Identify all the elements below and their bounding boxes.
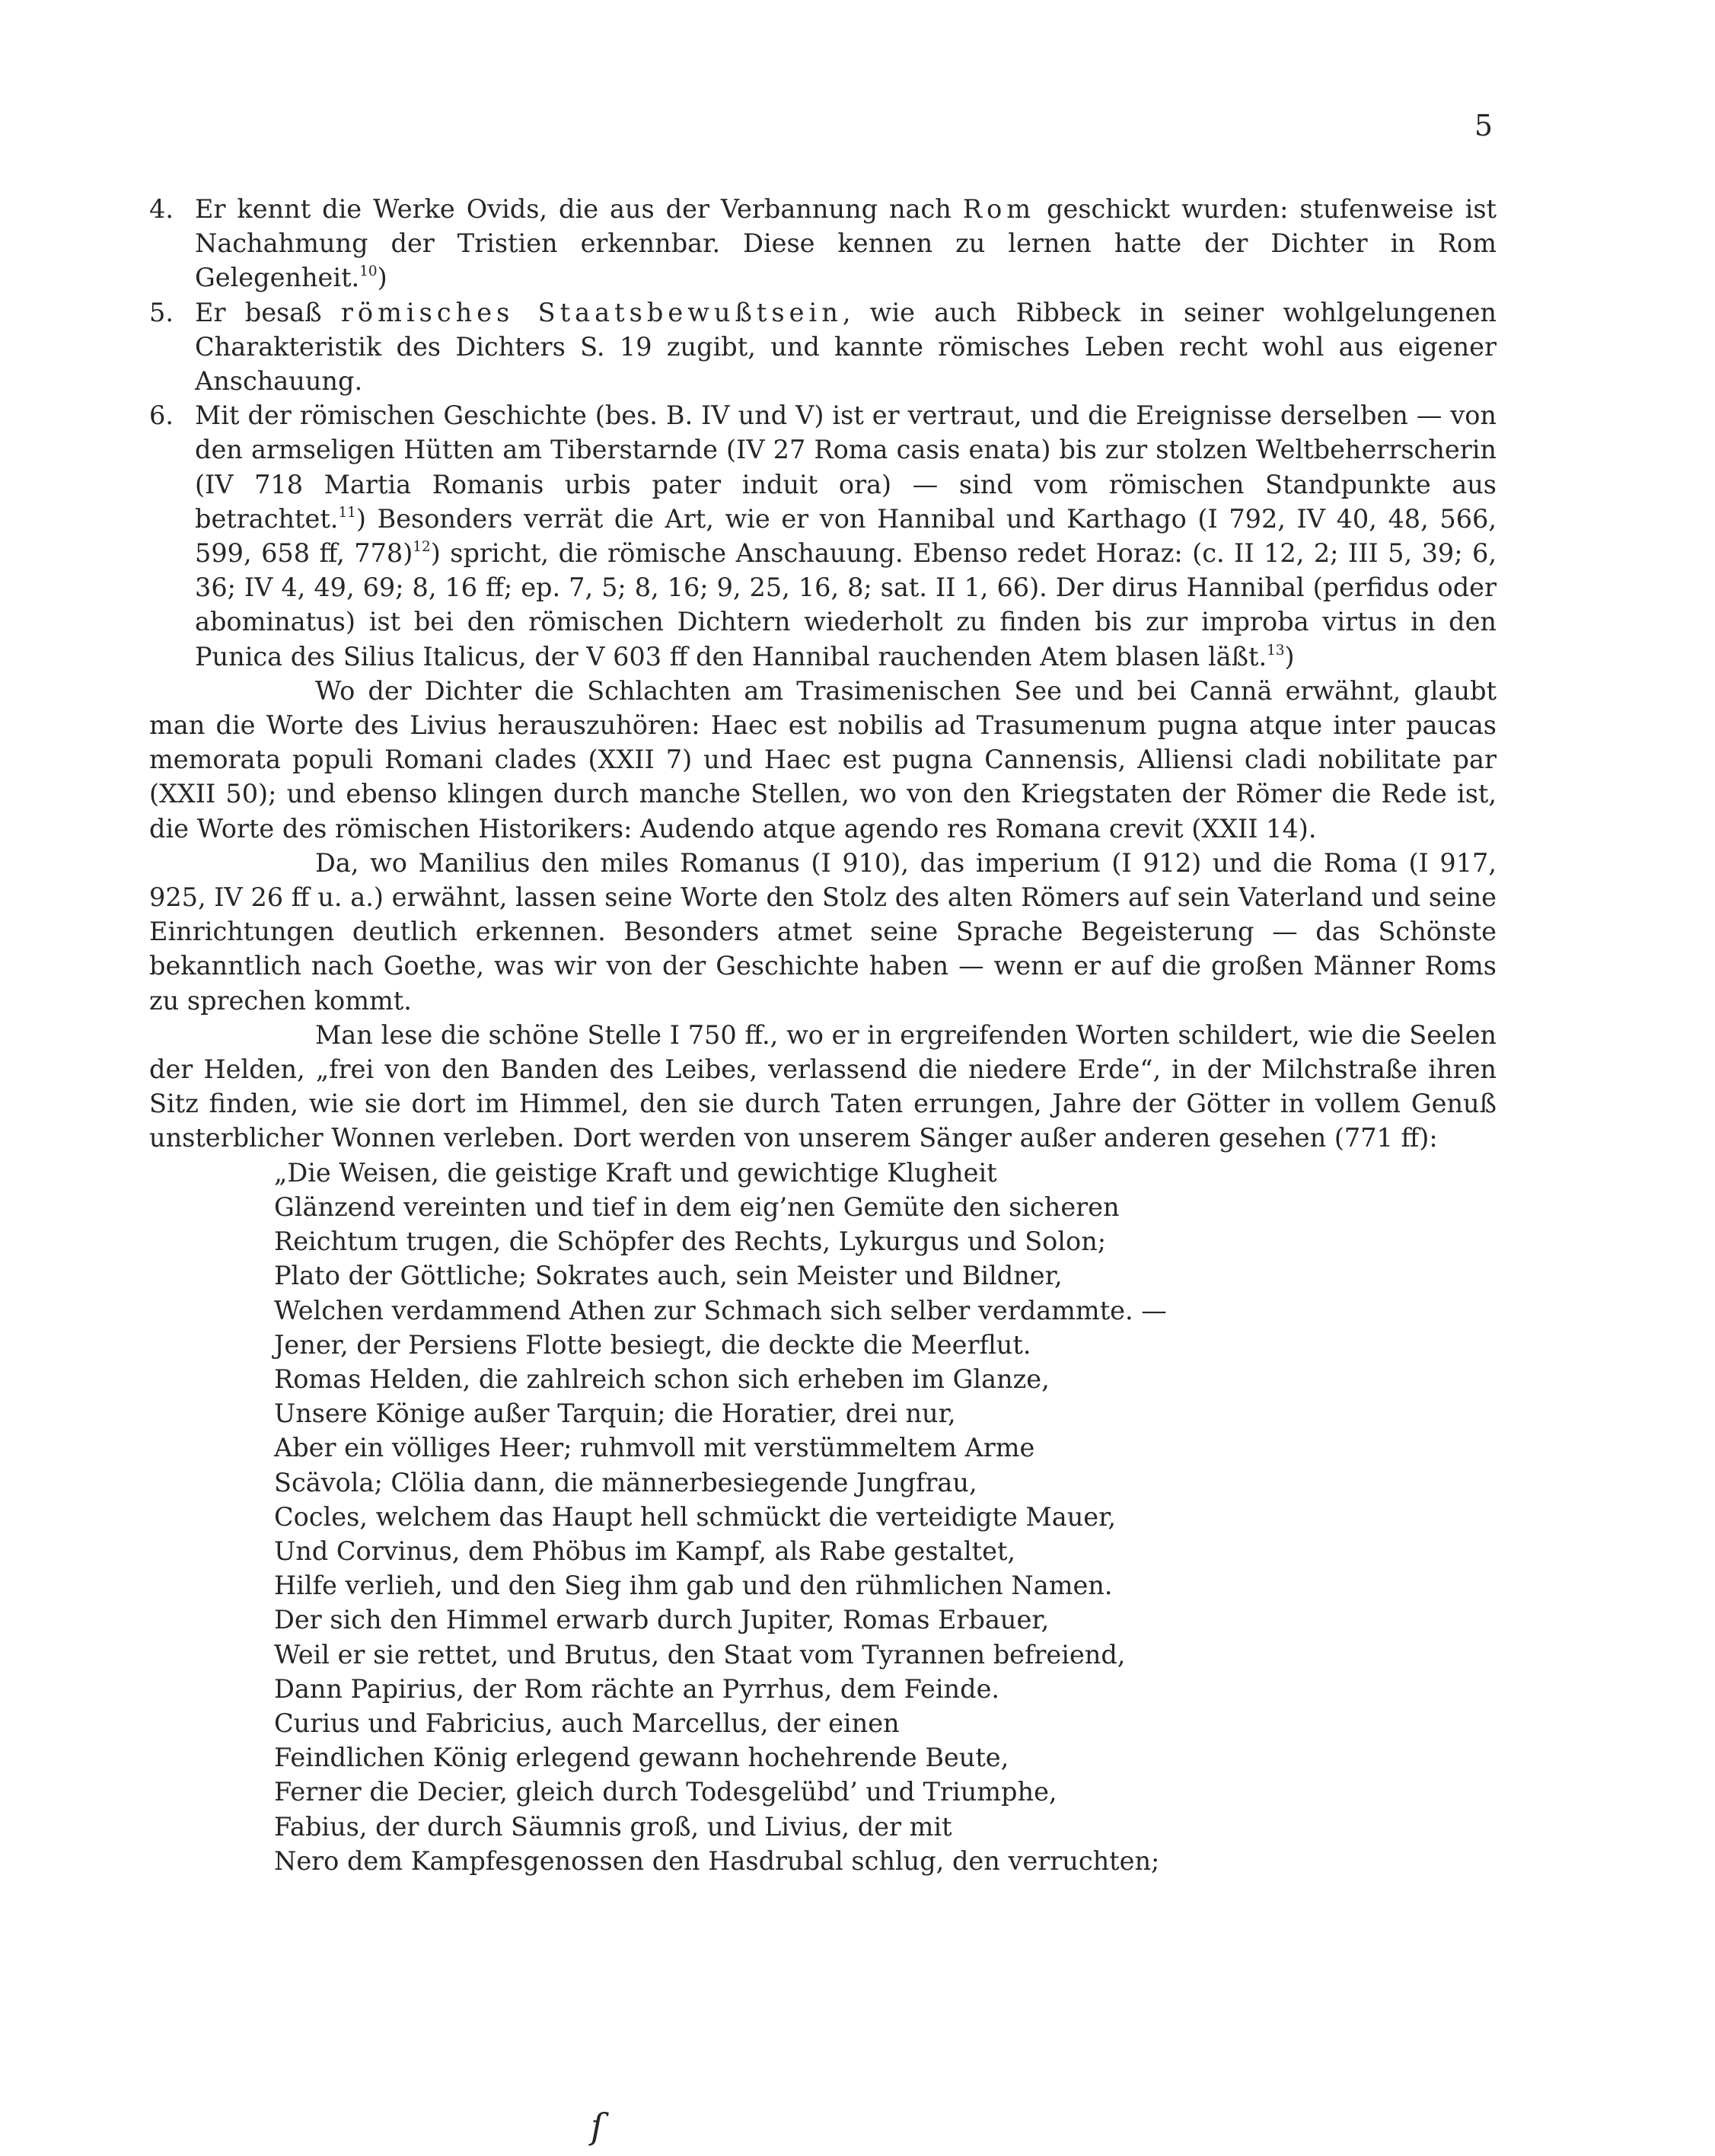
- poem-line: Fabius, der durch Säumnis groß, und Livius, der mit: [274, 1811, 952, 1842]
- item-text: Mit der römischen Geschichte (bes. B. IV und V) ist er vertraut, und die Ereignisse derselben — von den armseligen Hütten am Tiberstarnde (IV 27 Roma casis enata) bis zur stolzen Weltbeherrscherin (IV 718 Martia Romanis urbis pater induit ora) — sind vom römischen Standpunkte aus betrachtet.: [195, 400, 1497, 534]
- item-text: Er kennt die Werke Ovids, die aus der Verbannung nach: [195, 194, 963, 224]
- paragraph: Wo der Dichter die Schlachten am Trasimenischen See und bei Cannä erwähnt, glaubt man die Worte des Livius herauszuhören: Haec est nobilis ad Trasumenum pugna atque inter paucas memorata populi Romani clades (XXII 7) und Haec est pugna Cannensis, Alliensi cladi nobilitate par (XXII 50); und ebenso klingen durch manche Stellen, wo von den Kriegstaten der Römer die Rede ist, die Worte des römischen Historikers: Audendo atque agendo res Romana crevit (XXII 14).: [149, 675, 1497, 844]
- poem-line: Nero dem Kampfesgenossen den Hasdrubal schlug, den verruchten;: [274, 1845, 1160, 1876]
- page-number: 5: [1474, 109, 1493, 142]
- poem-line: Romas Helden, die zahlreich schon sich erheben im Glanze,: [274, 1363, 1050, 1394]
- poem-line: Welchen verdammend Athen zur Schmach sich selber verdammte. —: [274, 1295, 1167, 1325]
- item-text: ) Besonders verrät die Art, wie er von Hannibal und Karthago (I 792, IV 40, 48, 566, 599, 658 ff, 778): [195, 503, 1497, 569]
- poem-line: Glänzend vereinten und tief in dem eig’nen Gemüte den sicheren: [274, 1191, 1120, 1222]
- spaced-emphasis: römisches Staatsbewußtsein: [340, 297, 843, 327]
- poem-line: Der sich den Himmel erwarb durch Jupiter, Romas Erbauer,: [274, 1605, 1050, 1635]
- poem-line: Jener, der Persiens Flotte besiegt, die deckte die Meerflut.: [274, 1329, 1031, 1360]
- poem-line: Aber ein völliges Heer; ruhmvoll mit verstümmeltem Arme: [274, 1433, 1035, 1463]
- list-item-5: [149, 295, 1497, 399]
- poem-line: Hilfe verlieh, und den Sieg ihm gab und den rühmlichen Namen.: [274, 1571, 1113, 1601]
- poem-line: Ferner die Decier, gleich durch Todesgelübd’ und Triumphe,: [274, 1777, 1057, 1807]
- poem-line: Feindlichen König erlegend gewann hochehrende Beute,: [274, 1743, 1009, 1773]
- poem-line: Unsere Könige außer Tarquin; die Horatier, drei nur,: [274, 1399, 956, 1429]
- list-item-6: [149, 398, 1497, 674]
- stray-mark: ſ: [591, 2106, 604, 2147]
- poem-line: Reichtum trugen, die Schöpfer des Rechts, Lykurgus und Solon;: [274, 1226, 1107, 1257]
- list-item-4: [149, 192, 1497, 295]
- item-text: geschickt wurden: stufenweise ist Nachahmung der Tristien erkennbar. Diese kennen zu lernen hatte der Dichter in Rom Gelegenheit.: [195, 194, 1497, 293]
- paragraph: Man lese die schöne Stelle I 750 ff., wo er in ergreifenden Worten schildert, wie die Seelen der Helden, „frei von den Banden des Leibes, verlassend die niedere Erde“, in der Milchstraße ihren Sitz finden, wie sie dort im Himmel, den sie durch Taten errungen, Jahre der Götter in vollem Genuß unsterblicher Wonnen verleben. Dort werden von unserem Sänger außer anderen gesehen (771 ff):: [149, 1019, 1497, 1153]
- main-text: [149, 192, 1497, 1878]
- poem-line: Cocles, welchem das Haupt hell schmückt die verteidigte Mauer,: [274, 1501, 1117, 1532]
- footnote-ref: 10: [359, 263, 378, 280]
- spaced-emphasis: Rom: [962, 194, 1036, 224]
- poem-line: Scävola; Clölia dann, die männerbesiegende Jungfrau,: [274, 1467, 977, 1497]
- footnote-ref: 12: [413, 539, 431, 556]
- item-text: , wie auch Ribbeck in seiner wohlgelungenen Charakteristik des Dichters S. 19 zugibt, und kannte römisches Leben recht wohl aus eigener Anschauung.: [195, 297, 1497, 397]
- item-text: Er besaß: [195, 297, 341, 327]
- poem-line: Und Corvinus, dem Phöbus im Kampf, als Rabe gestaltet,: [274, 1536, 1016, 1566]
- footnote-ref: 11: [338, 505, 356, 521]
- item-number: 4.: [149, 194, 174, 224]
- poem-line: Dann Papirius, der Rom rächte an Pyrrhus, dem Feinde.: [274, 1673, 1000, 1704]
- item-text: ): [1284, 641, 1295, 671]
- footnote-ref: 13: [1267, 642, 1285, 659]
- item-number: 6.: [149, 400, 174, 431]
- poem-line: Weil er sie rettet, und Brutus, den Staat vom Tyrannen befreiend,: [274, 1639, 1126, 1670]
- poem-line: „Die Weisen, die geistige Kraft und gewichtige Klugheit: [274, 1157, 997, 1188]
- item-text: ) spricht, die römische Anschauung. Ebenso redet Horaz: (c. II 12, 2; III 5, 39; 6, 36; IV 4, 49, 69; 8, 16 ff; ep. 7, 5; 8, 16; 9, 25, 16, 8; sat. II 1, 66). Der dirus Hannibal (perfidus oder abominatus) ist bei den römischen Dichtern wiederholt zu finden bis zur improba virtus in den Punica des Silius Italicus, der V 603 ff den Hannibal rauchenden Atem blasen läßt.: [195, 538, 1497, 671]
- poem-quote: [274, 1156, 1497, 1878]
- poem-line: Curius und Fabricius, auch Marcellus, der einen: [274, 1708, 900, 1738]
- paragraph: Da, wo Manilius den miles Romanus (I 910), das imperium (I 912) und die Roma (I 917, 925, IV 26 ff u. a.) erwähnt, lassen seine Worte den Stolz des alten Römers auf sein Vaterland und seine Einrichtungen deutlich erkennen. Besonders atmet seine Sprache Begeisterung — das Schönste bekanntlich nach Goethe, was wir von der Geschichte haben — wenn er auf die großen Männer Roms zu sprechen kommt.: [149, 847, 1497, 1016]
- item-number: 5.: [149, 297, 174, 327]
- item-text: ): [377, 263, 387, 293]
- poem-line: Plato der Göttliche; Sokrates auch, sein Meister und Bildner,: [274, 1261, 1063, 1291]
